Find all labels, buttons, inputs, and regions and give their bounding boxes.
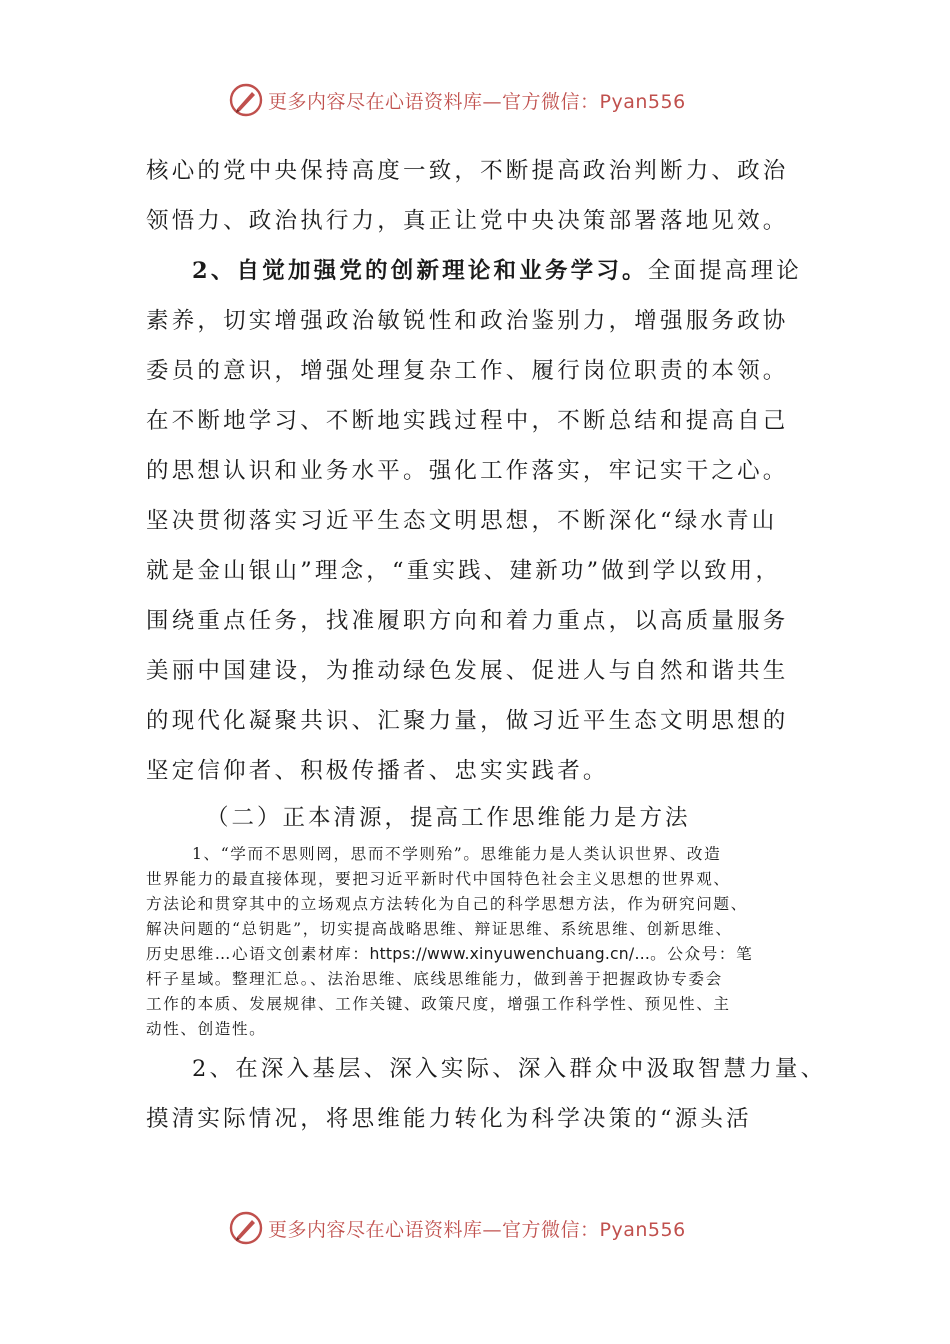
text-line: 美丽中国建设，为推动绿色发展、促进人与自然和谐共生 — [146, 658, 789, 684]
text-line: 就是金山银山”理念，“重实践、建新功”做到学以致用， — [146, 558, 782, 584]
header-banner — [228, 80, 748, 120]
text-line: 杆子星域。整理汇总。、法治思维、底线思维能力，做到善于把握政协专委会 — [146, 970, 723, 988]
text-line: 坚定信仰者、积极传播者、忠实实践者。 — [146, 758, 609, 784]
footer-banner — [228, 1208, 748, 1248]
text-line: 核心的党中央保持高度一致，不断提高政治判断力、政治 — [146, 158, 789, 184]
text-line: 世界能力的最直接体现，要把习近平新时代中国特色社会主义思想的世界观、 — [146, 870, 731, 888]
paragraph-3 — [146, 1044, 826, 1144]
paragraph-2 — [146, 246, 826, 796]
text-line: 动性、创造性。 — [146, 1020, 267, 1038]
paragraph-1 — [146, 146, 826, 246]
text-line: 在不断地学习、不断地实践过程中，不断总结和提高自己 — [146, 408, 789, 434]
bold-lead: 2、自觉加强党的创新理论和业务学习。 — [192, 258, 648, 284]
pen-circle-logo-icon — [228, 1210, 264, 1246]
section-heading: （二）正本清源，提高工作思维能力是方法 — [206, 805, 691, 831]
text-line: 摸清实际情况，将思维能力转化为科学决策的“源头活 — [146, 1106, 752, 1132]
text-line: 素养，切实增强政治敏锐性和政治鉴别力，增强服务政协 — [146, 308, 789, 334]
text-line: 的现代化凝聚共识、汇聚力量，做习近平生态文明思想的 — [146, 708, 789, 734]
text-line: 1、“学而不思则罔，思而不学则殆”。思维能力是人类认识世界、改造 — [192, 845, 722, 863]
source-url: https://www.xinyuwenchuang.cn/… — [369, 945, 651, 963]
text-line: 2、自觉加强党的创新理论和业务学习。全面提高理论 — [192, 258, 802, 284]
text-line: 解决问题的“总钥匙”，切实提高战略思维、辩证思维、系统思维、创新思维、 — [146, 920, 733, 938]
text-line: 工作的本质、发展规律、工作关键、政策尺度，增强工作科学性、预见性、主 — [146, 995, 731, 1013]
text-line: 历史思维…心语文创素材库：https://www.xinyuwenchuang.cn/…。公众号：笔 — [146, 945, 754, 963]
text-line: 领悟力、政治执行力，真正让党中央决策部署落地见效。 — [146, 208, 789, 234]
text-line: 方法论和贯穿其中的立场观点方法转化为自己的科学思想方法，作为研究问题、 — [146, 895, 748, 913]
text-line: 坚决贯彻落实习近平生态文明思想，不断深化“绿水青山 — [146, 508, 778, 534]
text-line: 2、在深入基层、深入实际、深入群众中汲取智慧力量、 — [192, 1056, 827, 1082]
text-line: 的思想认识和业务水平。强化工作落实，牢记实干之心。 — [146, 458, 789, 484]
pen-circle-logo-icon — [228, 82, 264, 118]
text-line: 围绕重点任务，找准履职方向和着力重点，以高质量服务 — [146, 608, 789, 634]
banner-text: 更多内容尽在心语资料库—官方微信：Pyan556 — [268, 90, 686, 113]
text-line: 委员的意识，增强处理复杂工作、履行岗位职责的本领。 — [146, 358, 789, 384]
small-paragraph — [146, 842, 806, 1042]
banner-text: 更多内容尽在心语资料库—官方微信：Pyan556 — [268, 1218, 686, 1241]
